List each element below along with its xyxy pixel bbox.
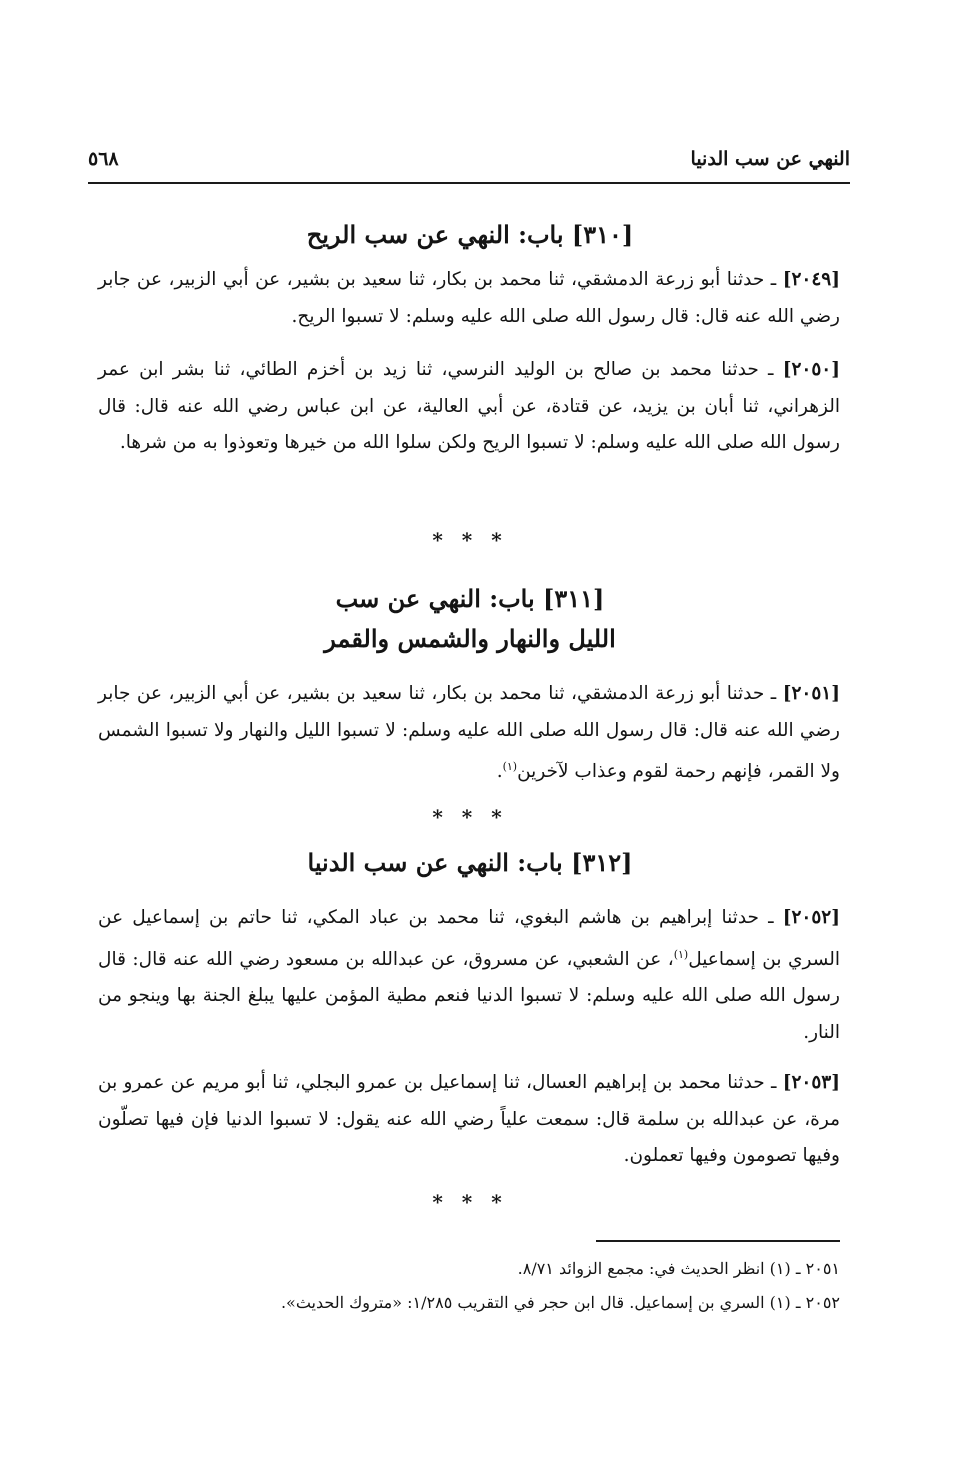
footnote-ref: (١) xyxy=(502,760,518,773)
running-title: النهي عن سب الدنيا xyxy=(690,148,850,170)
hadith-2050 xyxy=(98,352,840,462)
section-title-311-line1: [٣١١] باب: النهي عن سب xyxy=(335,584,605,613)
running-header xyxy=(88,146,850,184)
hadith-text: ـ حدثنا محمد بن صالح بن الوليد النرسي، ثنا زيد بن أخزم الطائي، ثنا بشر ابن عمر الزهراني، ثنا أبان بن يزيد، عن قتادة، عن أبي العالية، عن ابن عباس رضي الله عنه قال: قال رسول الله صلى الله عليه وسلم: لا تسبوا الريح ولكن سلوا الله من خيرها وتعوذوا به من شرها. xyxy=(98,359,840,453)
hadith-number: [٢٠٥٣] xyxy=(782,1072,840,1093)
hadith-text: ـ حدثنا أبو زرعة الدمشقي، ثنا محمد بن بكار، ثنا سعيد بن بشير، عن أبي الزبير، عن جابر رضي الله عنه قال: قال رسول الله صلى الله عليه وسلم: لا تسبوا الريح. xyxy=(98,269,840,327)
separator: * * * xyxy=(432,1190,508,1214)
hadith-text-cont: ، عن الشعبي، عن مسروق، عن عبدالله بن مسعود رضي الله عنه قال: قال رسول الله صلى الله عليه وسلم: لا تسبوا الدنيا فنعم مطية المؤمن عليها يبلغ الجنة بها وينجو من النار. xyxy=(98,948,840,1043)
footnote-rule xyxy=(596,1240,840,1242)
hadith-text: ـ حدثنا محمد بن إبراهيم العسال، ثنا إسماعيل بن عمرو البجلي، ثنا أبو مريم عن عمرو بن مرة، عن عبدالله بن سلمة قال: سمعت علياً رضي الله عنه يقول: لا تسبوا الدنيا فإن فيها تصلّون وفيها تصومون وفيها تعملون. xyxy=(98,1072,840,1166)
hadith-number: [٢٠٥٠] xyxy=(782,359,840,380)
section-title-310: [٣١٠] باب: النهي عن سب الريح xyxy=(306,220,634,249)
section-title-311-line2: الليل والنهار والشمس والقمر xyxy=(324,624,616,653)
section-title-312: [٣١٢] باب: النهي عن سب الدنيا xyxy=(307,848,633,877)
hadith-text: ـ حدثنا إبراهيم بن هاشم البغوي، ثنا محمد بن عباد المكي، ثنا حاتم بن إسماعيل عن السري بن إسماعيل xyxy=(98,907,840,970)
hadith-2052 xyxy=(98,900,840,1051)
separator: * * * xyxy=(432,528,508,552)
hadith-number: [٢٠٥٢] xyxy=(782,907,840,928)
hadith-2049 xyxy=(98,262,840,335)
footnote-ref: (١) xyxy=(673,947,689,961)
footnote-2051: ٢٠٥١ ـ (١) انظر الحديث في: مجمع الزوائد ٨/٧١. xyxy=(517,1259,840,1278)
page-number: ٥٦٨ xyxy=(88,148,119,170)
footnote-2052: ٢٠٥٢ ـ (١) السري بن إسماعيل. قال ابن حجر في التقريب ١/٢٨٥: «متروك الحديث». xyxy=(280,1293,840,1312)
hadith-text-end: . xyxy=(496,761,503,783)
hadith-text: ـ حدثنا أبو زرعة الدمشقي، ثنا محمد بن بكار، ثنا سعيد بن بشير، عن أبي الزبير، عن جابر رضي الله عنه قال: قال رسول الله صلى الله عليه وسلم: لا تسبوا الليل والنهار ولا تسبوا الشمس ولا القمر، فإنهم رحمة لقوم وعذاب لآخرين xyxy=(98,683,840,783)
hadith-2053 xyxy=(98,1065,840,1175)
hadith-number: [٢٠٤٩] xyxy=(782,269,840,290)
hadith-2051 xyxy=(98,676,840,791)
hadith-number: [٢٠٥١] xyxy=(782,683,840,704)
separator: * * * xyxy=(432,805,508,829)
